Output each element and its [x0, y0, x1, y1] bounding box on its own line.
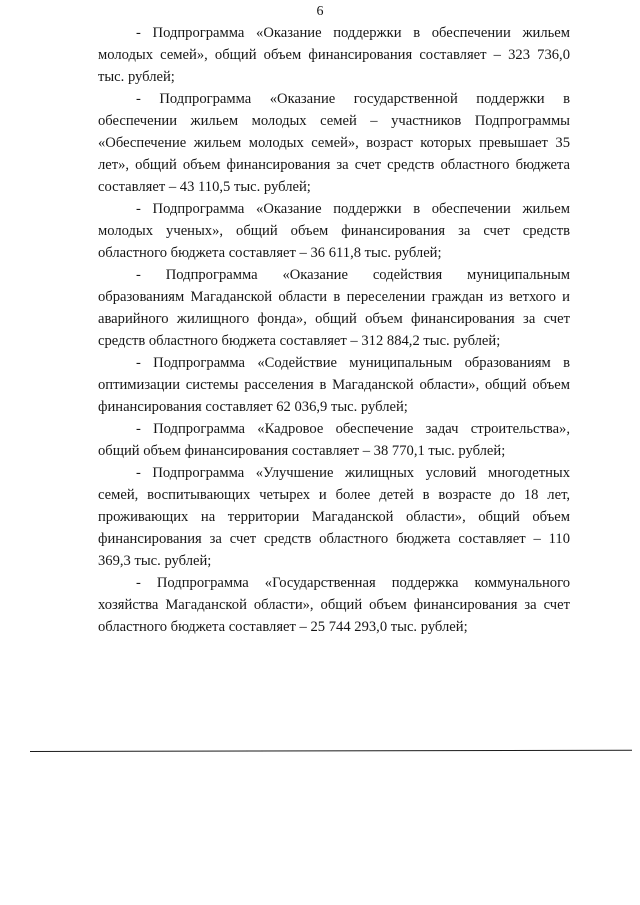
horizontal-divider-line — [30, 750, 632, 752]
subprogram-young-families-over-35-paragraph: - Подпрограмма «Оказание государственной поддержки в обеспечении жильем молодых семей – участников Подпрограммы «Обеспечение жильем молодых семей», возраст которых превышает 35 лет», общий объем финансирования за счет средств областного бюджета составляет – 43 110,5 тыс. рублей; — [98, 91, 570, 195]
subprogram-construction-staffing-paragraph: - Подпрограмма «Кадровое обеспечение задач строительства», общий объем финансирования составляет – 38 770,1 тыс. рублей; — [98, 421, 570, 459]
subprogram-settlement-optimization-paragraph: - Подпрограмма «Содействие муниципальным образованиям в оптимизации системы расселения в Магаданской области», общий объем финансирования составляет 62 036,9 тыс. рублей; — [98, 355, 570, 415]
subprogram-communal-services-paragraph: - Подпрограмма «Государственная поддержка коммунального хозяйства Магаданской области», общий объем финансирования за счет областного бюджета составляет – 25 744 293,0 тыс. рублей; — [98, 575, 570, 635]
subprogram-young-families-paragraph: - Подпрограмма «Оказание поддержки в обеспечении жильем молодых семей», общий объем финансирования составляет – 323 736,0 тыс. рублей; — [98, 25, 570, 85]
document-body — [98, 22, 570, 638]
subprogram-young-scientists-paragraph: - Подпрограмма «Оказание поддержки в обеспечении жильем молодых ученых», общий объем финансирования за счет средств областного бюджета составляет – 36 611,8 тыс. рублей; — [98, 201, 570, 261]
subprogram-resettlement-paragraph: - Подпрограмма «Оказание содействия муниципальным образованиям Магаданской области в переселении граждан из ветхого и аварийного жилищного фонда», общий объем финансирования за счет средств областного бюджета составляет – 312 884,2 тыс. рублей; — [98, 267, 570, 349]
page-number: 6 — [316, 4, 324, 19]
subprogram-large-families-paragraph: - Подпрограмма «Улучшение жилищных условий многодетных семей, воспитывающих четырех и более детей в возрасте до 18 лет, проживающих на территории Магаданской области», общий объем финансирования за счет средств областного бюджета составляет – 110 369,3 тыс. рублей; — [98, 465, 570, 569]
